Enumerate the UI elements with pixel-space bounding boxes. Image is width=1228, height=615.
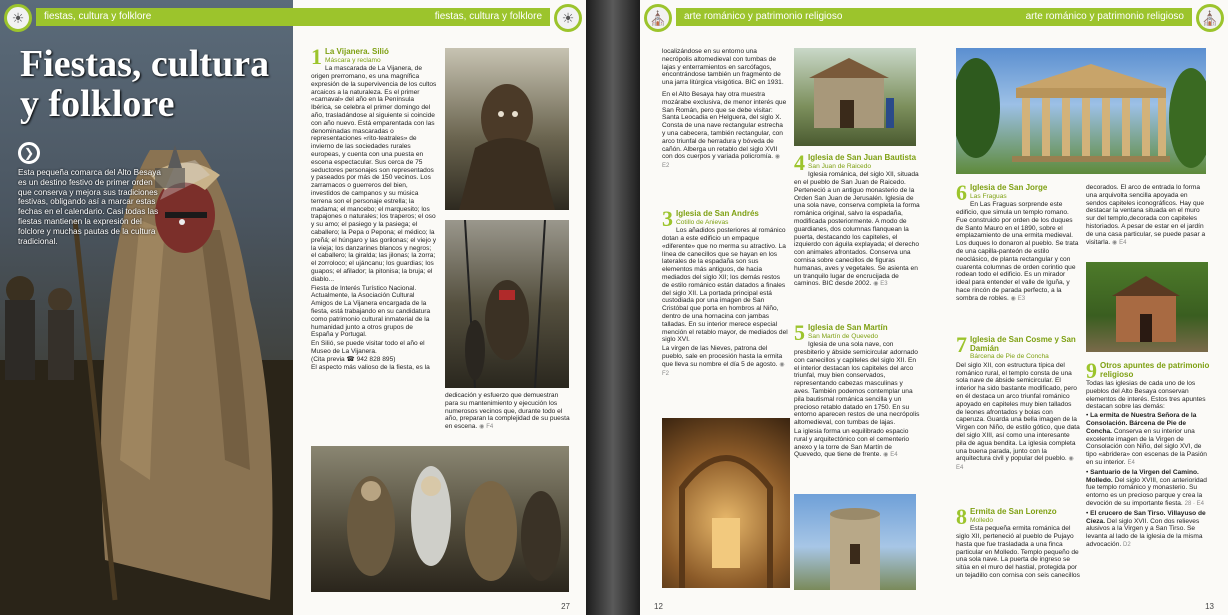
header-title: fiestas, cultura y folklore — [44, 11, 152, 22]
page-13 — [934, 0, 1228, 615]
body-text: Iglesia de una sola nave, con presbiterio y ábside semicircular adornado con canecillos y capiteles del siglo XII. En el interior destacan los capiteles del arco triunfal, muy bien conservados, representando cabezas masculinas y aves. También podemos contemplar una pila bautismal románica sencilla y un precioso retablo datado en 1750. En su entorno aparecen restos de una necrópolis altomedieval, con tumbas de lajas. — [794, 341, 920, 427]
map-ref-icon: ◉ — [873, 281, 879, 288]
body-text: El aspecto más valioso de la fiesta, es la — [311, 363, 430, 371]
map-ref-icon: ◉ — [774, 154, 781, 161]
body-text: En Silió, se puede visitar todo el año el Museo de La Vijanera. — [311, 340, 425, 355]
map-ref: E4 — [890, 452, 898, 459]
map-ref: D2 — [1123, 541, 1131, 548]
body-text: La iglesia forma un equilibrado espacio rural y arquitectónico con el cementerio anexo y la torre de San Martín de Quevedo, que tiene de frente. ◉ E4 — [794, 428, 910, 459]
header-title: arte románico y patrimonio religioso — [684, 11, 843, 22]
section-4 — [794, 150, 920, 290]
body-text: La mascarada de La Vijanera, de origen prerromano, es una magnífica expresión de la supervivencia de los cultos arcaicos a la naturaleza. Es el primer «carnaval» del año en la Península Ibérica, se celebra el primer domingo del año, trasladándose al siguiente si coincide con año nuevo. Está emparentada con las denominadas mascaradas o representaciones «rito-teatrales» de invierno de las sociedades rurales europeas, y cuenta con una puesta en escena espectacular. Sus cerca de 75 seductores personajes son representados y paseados por más de 150 vecinos. Los zarramacos o guerreros del bien, investidos de campanos y su música terrena son el personaje estrella; la madama; el mancebo; el marquesito; los trapajones o naturales; los traperos; el oso y su amo; el pasiego y la pasiega; el caballero; la Pepa o Pepona; el médico; la preñá; el húngaro y las gorilonas; el viejo y la vieja; los danzarines blancos y negros; el caballero; la giralda; las jilonas; la zorra; el zorroloco; el ujáncanu; los guardias; los guapos; el afilador; la pitonisa; la bruja; el diablo... — [311, 65, 437, 283]
section-8-continued — [1086, 184, 1208, 247]
page-title — [20, 44, 269, 124]
page-12 — [640, 0, 934, 615]
body-text: Iglesia románica, del siglo XII, situada en el pueblo de San Juan de Raicedo. Perteneció a un antiguo monasterio de la Orden San Juan de Jerusalén. Iglesia de una sola nave, conserva completa la forma románica original, salvo la espadaña, modificada posteriormente. A modo de guardianes, dos columnas flanquean la puerta, destacando los capiteles, el izquierdo con águila explayada; el derecho con animales afrontados. Conserva una cornisa sobre canecillos de figuras humanas, aves y vegetales. Se asienta en un tranquilo lugar de encrucijada de caminos. BIC desde 2002. ◉ E3 — [794, 171, 920, 288]
body-text: decorados. El arco de entrada lo forma una arquivolta sencilla apoyada en sendos capiteles iconográficos. Hay que destacar la ventana situada en el muro sur del templo,decorada con capiteles historiados. A pesar de estar en el jardín de una casa particular, se puede pasar a visitarla. — [1086, 184, 1206, 246]
section-title: Otros apuntes de patrimonio religioso — [1100, 361, 1210, 379]
header-title: arte románico y patrimonio religioso — [1025, 11, 1184, 22]
body-text: La virgen de las Nieves, patrona del pueblo, sale en procesión hasta la ermita que lleva su nombre el día 5 de agosto. ◉ F2 — [662, 345, 785, 377]
section-subtitle: Máscara y reclamo — [325, 56, 381, 64]
section-logo-icon: ☀ — [554, 4, 582, 32]
section-title: Iglesia de San Martín — [808, 323, 888, 332]
page-title-line1: Fiestas, cultura — [20, 43, 270, 85]
map-ref: F4 — [486, 424, 494, 431]
header-band — [36, 8, 293, 26]
section-9 — [1086, 358, 1210, 551]
map-ref-icon: ◉ — [479, 424, 485, 431]
section-title: Iglesia de San Jorge — [970, 183, 1048, 192]
map-ref: E3 — [880, 281, 888, 288]
photo-masked-group — [311, 446, 569, 592]
map-ref: 28 · E4 — [1184, 500, 1204, 507]
page-27-right — [293, 0, 586, 615]
body-text: dedicación y esfuerzo que demuestran para su mantenimiento y ejecución los numerosos vecinos que, durante todo el año, preparan la complejidad de su puesta en escena. — [445, 392, 570, 431]
photo-san-jorge-temple — [956, 48, 1206, 174]
church-logo-icon: ⛪ — [644, 4, 672, 32]
section-number: 9 — [1086, 358, 1097, 383]
photo-san-lorenzo-chapel — [1086, 262, 1208, 352]
header-title: fiestas, cultura y folklore — [434, 11, 542, 22]
section-number: 6 — [956, 180, 967, 205]
map-ref: E3 — [1017, 295, 1026, 302]
photo-procession — [445, 220, 569, 388]
intro-text: Esta pequeña comarca del Alto Besaya es un destino festivo de primer orden que conserva y mejora sus tradiciones festivas, obligando así a marcar estas fechas en el calendario. Casi todas las fiestas mantienen la expresión del folclore y muchas pautas de la cultura tradicional. — [18, 168, 161, 246]
body-text: Del siglo XII, con estructura típica del románico rural, el templo consta de una sola nave de ábside semicircular. El interior ha sido bastante modificado, pero en él destaca un arco triunfal románico apoyado en capiteles muy bien tallados de leones afrontados y bolas con caperuza. Guarda una bella imagen de la Virgen con Niño, de estilo gótico, que data del siglo XIII, así como una interesante pila de agua bendita. La iglesia completa una buena parada, junto con la arquitectura civil y popular del pueblo. ◉ E4 — [956, 361, 1080, 472]
page-27-left — [0, 0, 293, 615]
map-ref-icon: ◉ — [779, 361, 785, 368]
map-ref-icon: ◉ — [1010, 295, 1016, 302]
church-logo-icon: ⛪ — [1196, 4, 1224, 32]
section-8 — [956, 504, 1080, 581]
section-subtitle: Molledo — [970, 516, 994, 524]
section-title: Iglesia de San Juan Bautista — [808, 153, 917, 162]
photo-church-interior — [662, 418, 790, 588]
other-heritage-list — [1086, 412, 1210, 550]
photo-san-juan-church — [794, 48, 916, 146]
text-block-top — [662, 48, 788, 172]
photo-san-martin-tower — [794, 494, 916, 590]
list-item: • Santuario de la Virgen del Camino. Molledo. Del siglo XVIII, con anterioridad fue templo románico y monasterio. Su entorno es un precioso parque y crea la devoción de su importante fiesta. 28 · E4 — [1086, 468, 1207, 507]
section-number: 3 — [662, 206, 673, 231]
map-ref-icon: ◉ — [1112, 239, 1118, 246]
map-ref-icon: ◉ — [883, 452, 889, 459]
list-item: • El crucero de San Tirso. Villayuso de Cieza. Del siglo XVII. Con dos relieves alusivos a la Virgen y a San Tirso. Se levanta al lado de la iglesia de la misma advocación. D2 — [1086, 509, 1206, 548]
page-number: 27 — [561, 602, 570, 611]
section-3 — [662, 206, 788, 379]
chevron-right-icon: ❯ — [18, 142, 40, 164]
section-title: Ermita de San Lorenzo — [970, 507, 1057, 516]
body-text: En Las Fraguas sorprende este edificio, que simula un templo romano. Fue construido por orden de los duques de Santo Mauro en el 1890, sobre el emplazamiento de una ermita medieval. Los duques lo donaron al pueblo. Se trata de una capilla-panteón de estilo neoclásico, de planta rectangular y con cuarenta columnas de orden corintio que rodean todo el edificio. Es un mirador ideal para entender el valle de Iguña, y hace rincón de parada perfecto, a la sombra de robles. ◉ E3 — [956, 201, 1079, 302]
photo-mask-character — [445, 48, 569, 210]
body-text: Los añadidos posteriores al románico dotan a este edificio un empaque «diferente» que no merma su atractivo. La línea de canecillos que se hayan en los laterales de la espadaña son sus elementos más antiguos, de hacia mediados del siglo XII; los demás restos de estilo románico están datados a finales del siglo XII. La portada principal está custodiada por una imagen de San Cristóbal que porta en hombros al Niño, dentro de una hornacina con jambas talladas. En su interior merece especial mención el retablo mayor, de mediados del siglo XVI. — [662, 227, 788, 344]
section-subtitle: San Martín de Quevedo — [808, 332, 879, 340]
header-band — [293, 8, 550, 26]
section-title: Iglesia de San Andrés — [676, 209, 759, 218]
page-number: 13 — [1205, 602, 1214, 611]
map-ref: E2 — [662, 163, 670, 170]
phone-text: (Cita previa ☎ 942 828 895) — [311, 355, 396, 363]
map-ref: F2 — [662, 370, 670, 377]
body-text: Todas las iglesias de cada uno de los pueblos del Alto Besaya conservan elementos de interés. Estos tres apuntes destacan sobre las demás: — [1086, 380, 1206, 411]
page-title-line2: y folklore — [20, 83, 175, 125]
body-text: Fiesta de Interés Turístico Nacional. Actualmente, la Asociación Cultural Amigos de La Vijanera encargada de la fiesta, está trabajando en su candidatura como patrimonio cultural inmaterial de la humanidad junto a otros grupos de España y Portugal. — [311, 284, 431, 339]
map-ref: E4 — [1119, 239, 1127, 246]
map-ref-icon: ◉ — [1068, 456, 1074, 463]
section-6 — [956, 180, 1080, 305]
section-1-continued — [445, 392, 571, 432]
section-logo-icon: ☀ — [4, 4, 32, 32]
section-subtitle: Las Fraguas — [970, 192, 1007, 200]
section-number: 7 — [956, 332, 967, 357]
section-5 — [794, 320, 920, 461]
section-title: La Vijanera. Silió — [325, 47, 389, 56]
section-subtitle: Bárcena de Pie de Concha — [970, 353, 1049, 360]
section-7 — [956, 332, 1080, 474]
page-number: 12 — [654, 602, 663, 611]
header-band — [934, 8, 1192, 26]
section-subtitle: San Juan de Raicedo — [808, 162, 872, 170]
map-ref: E4 — [1127, 459, 1135, 466]
section-subtitle: Cotillo de Anievas — [676, 218, 729, 226]
list-item: • La ermita de Nuestra Señora de la Consolación. Bárcena de Pie de Concha. Conserva en su interior una excelente imagen de la Virgen de Consolación con Niño, del siglo XVI, de tipo «abridera» con escenas de la Pasión en su interior. E4 — [1086, 412, 1207, 466]
section-number: 5 — [794, 320, 805, 345]
body-text: Esta pequeña ermita románica del siglo XII, perteneció al pueblo de Pujayo hasta que fue trasladada a una finca particular en Molledo. Templo pequeño de una sola nave. La puerta de ingreso se sitúa en el muro del hastial, protegida por un tejadillo con cornisa con seis canecillos — [956, 525, 1080, 580]
map-ref: E4 — [956, 465, 964, 472]
body-text: En el Alto Besaya hay otra muestra mozárabe exclusiva, de menor interés que San Román, pero que se debe visitar: Santa Leocadia en Helguera, del siglo X. Consta de una nave rectangular estrecha y una cabecera, también rectangular, con arco triunfal de herradura y bóveda de cañón. Alberga un retablo del siglo XVII con dos cuerpos y variada policromía. ◉ E2 — [662, 90, 787, 170]
section-number: 1 — [311, 44, 322, 69]
section-title: Iglesia de San Cosme y San Damián — [970, 335, 1076, 353]
book-gutter — [586, 0, 640, 615]
section-number: 4 — [794, 150, 805, 175]
header-band — [676, 8, 934, 26]
body-text: localizándose en su entorno una necrópolis altomedieval con tumbas de lajas y enterramientos en sarcófagos, encontrándose también un fragmento de una jarra litúrgica visigótica. BIC en 1931. — [662, 48, 784, 87]
section-1 — [311, 44, 437, 372]
section-number: 8 — [956, 504, 967, 529]
